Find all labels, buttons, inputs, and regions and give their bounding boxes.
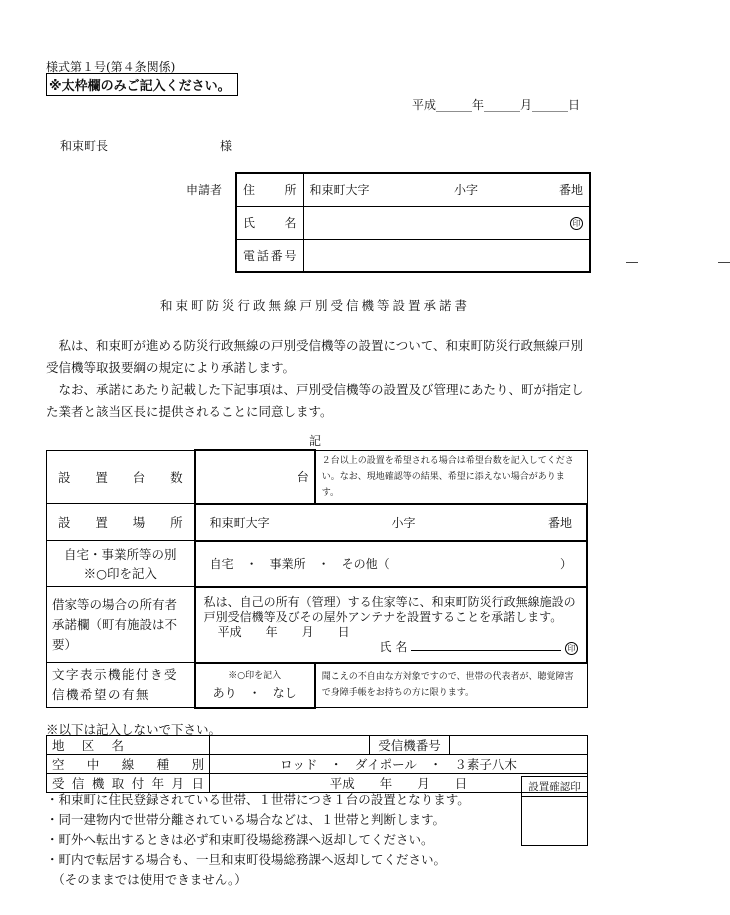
owner-consent-field[interactable]	[195, 587, 587, 663]
type-options: 自宅 ・ 事業所 ・ その他（	[209, 557, 390, 571]
phone-dash-1: ―	[626, 255, 638, 270]
phone-label: 電話番号	[236, 239, 303, 272]
location-town: 和束町大字	[209, 515, 270, 530]
count-note: ２台以上の設置を希望される場合は希望台数を記入してください。なお、現地確認等の結果、希望に添えない場合があります。	[315, 450, 587, 504]
owner-text: 私は、自己の所有（管理）する住家等に、和束町防災行政無線施設の戸別受信機等及びその屋外アンテナを設置することを承諾します。	[203, 594, 576, 624]
seal-box-label: 設置確認印	[522, 777, 587, 797]
confirmation-seal-box	[521, 776, 588, 846]
owner-date: 平成 年 月 日	[217, 624, 350, 639]
text-display-field[interactable]	[195, 663, 315, 708]
location-label: 設置場所	[47, 504, 195, 541]
ki-heading: 記	[308, 434, 321, 448]
district-label: 地区名	[47, 736, 210, 755]
name-field[interactable]	[303, 206, 590, 239]
seal-icon: 印	[565, 642, 578, 655]
receiver-no-field	[450, 736, 588, 755]
document-title: 和束町防災行政無線戸別受信機等設置承諾書	[159, 298, 470, 313]
note-item: ・町内で転居する場合も、一旦和束町役場総務課へ返却してください。	[46, 852, 447, 867]
office-use-note: ※以下は記入しないで下さい。	[46, 722, 222, 737]
note-item: ・和束町に住民登録されている世帯、１世帯につき１台の設置となります。	[46, 792, 470, 807]
location-koaza: 小字	[391, 515, 416, 530]
text-display-label: 文字表示機能付き受信機希望の有無	[47, 663, 195, 708]
address-field[interactable]	[303, 173, 590, 206]
privacy-paragraph: なお、承諾にあたり記載した下記事項は、戸別受信機等の設置及び管理にあたり、町が指定した業者と該当区長に提供されることに同意します。	[46, 382, 584, 419]
name-label: 氏 名	[236, 206, 303, 239]
text-display-note: 聞こえの不自由な方対象ですので、世帯の代表者が、聴覚障害で身障手帳をお持ちの方に限ります。	[315, 663, 587, 708]
count-field[interactable]	[195, 450, 315, 504]
date-field[interactable]: 平成______年______月______日	[411, 98, 580, 112]
text-display-options: あり ・ なし	[212, 686, 297, 700]
note-item: ・町外へ転出するときは必ず和束町役場総務課へ返却してください。	[46, 832, 434, 847]
location-banchi: 番地	[547, 515, 572, 530]
type-close: ）	[559, 557, 572, 571]
text-display-instr: ※○印を記入	[228, 671, 282, 681]
install-date: 平成 年 月 日	[210, 774, 588, 793]
location-field[interactable]	[195, 504, 587, 541]
count-unit: 台	[296, 470, 309, 485]
address-banchi: 番地	[558, 183, 583, 198]
notes-list	[46, 790, 470, 890]
note-item: ・同一建物内で世帯分離されている場合などは、１世帯と判断します。	[46, 812, 446, 827]
consent-paragraph: 私は、和束町が進める防災行政無線の戸別受信機等の設置について、和束町防災行政無線戸別受信機等取扱要綱の規定により承諾します。	[46, 338, 584, 375]
type-label: 自宅・事業所等の別 ※○印を記入	[47, 541, 195, 587]
seal-icon: 印	[570, 217, 583, 230]
phone-field[interactable]	[303, 239, 730, 272]
applicant-label: 申請者	[186, 183, 223, 197]
honorific: 様	[220, 139, 233, 153]
phone-dash-2: ―	[718, 255, 730, 270]
receiver-no-label: 受信機番号	[370, 736, 450, 755]
count-label: 設置台数	[47, 450, 195, 504]
type-field[interactable]	[195, 541, 587, 587]
owner-name-label: 氏 名	[379, 639, 408, 654]
address-label: 住 所	[236, 173, 303, 206]
antenna-options: ロッド ・ ダイポール ・ ３素子八木	[210, 755, 588, 774]
addressee: 和束町長	[60, 139, 109, 153]
applicant-table	[235, 172, 730, 273]
office-use-table	[46, 735, 588, 793]
details-table	[46, 449, 588, 709]
note-item: （そのままでは使用できません。）	[46, 872, 247, 887]
install-date-label: 受信機取付年月日	[47, 774, 210, 793]
district-field	[210, 736, 370, 755]
instruction-notice: ※太枠欄のみご記入ください。	[46, 73, 238, 96]
antenna-label: 空中線種別	[47, 755, 210, 774]
address-koaza: 小字	[454, 183, 479, 198]
owner-label: 借家等の場合の所有者承諾欄（町有施設は不要）	[47, 587, 195, 663]
address-town: 和束町大字	[309, 183, 370, 198]
form-number: 様式第１号(第４条関係)	[46, 60, 176, 74]
